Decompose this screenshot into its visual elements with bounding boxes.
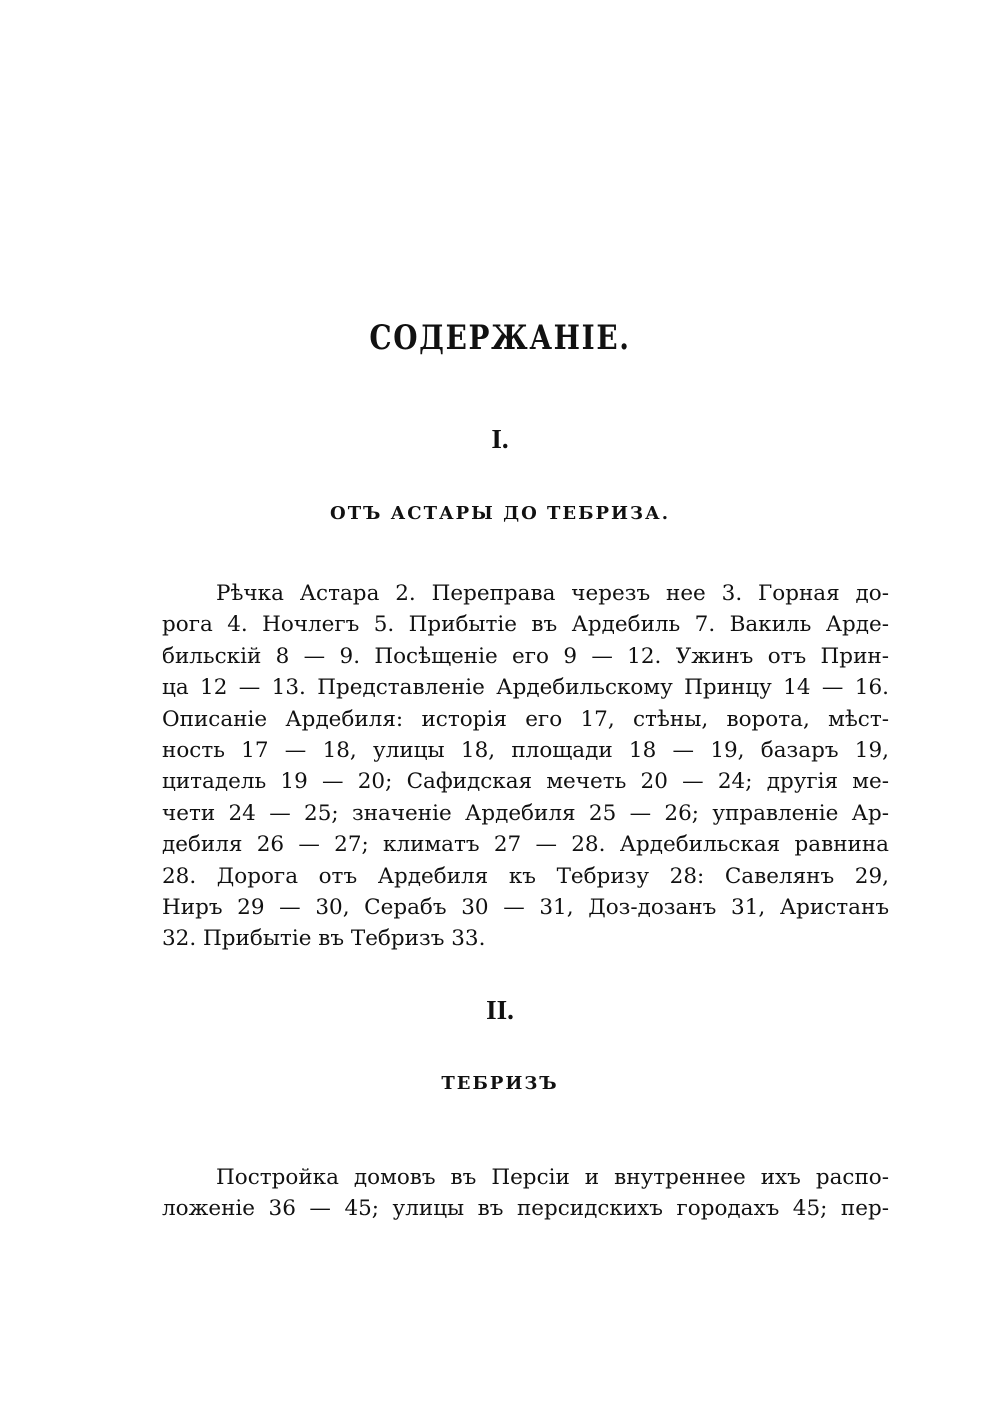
text-line: ца 12 — 13. Представленіе Ардебильскому Принцу 14 — 16. <box>162 675 889 701</box>
text-line: ность 17 — 18, улицы 18, площади 18 — 19, базаръ 19, <box>162 738 889 764</box>
section-2-paragraph <box>162 1162 889 1225</box>
section-2-heading: ТЕБРИЗЪ <box>441 1073 559 1094</box>
text-line: цитадель 19 — 20; Сафидская мечеть 20 — 24; другія ме- <box>162 769 889 795</box>
section-1-heading: ОТЪ АСТАРЫ ДО ТЕБРИЗА. <box>330 503 670 524</box>
text-line: Описаніе Ардебиля: исторія его 17, стѣны, ворота, мѣст- <box>162 706 889 732</box>
page-title: СОДЕРЖАНІЕ. <box>369 318 631 358</box>
text-line: 32. Прибытіе въ Тебризъ 33. <box>162 926 486 952</box>
text-line: ложеніе 36 — 45; улицы въ персидскихъ городахъ 45; пер- <box>162 1196 889 1222</box>
section-1-number: I. <box>491 424 509 454</box>
section-2-number: II. <box>486 995 514 1025</box>
text-line: дебиля 26 — 27; климатъ 27 — 28. Ардебильская равнина <box>162 832 889 858</box>
text-line: Рѣчка Астара 2. Переправа черезъ нее 3. Горная до- <box>216 581 889 606</box>
text-line: 28. Дорога отъ Ардебиля къ Тебризу 28: Савелянъ 29, <box>162 863 889 889</box>
text-line: рога 4. Ночлегъ 5. Прибытіе въ Ардебиль 7. Вакиль Арде- <box>162 612 889 638</box>
section-1-paragraph <box>162 578 889 955</box>
text-line: чети 24 — 25; значеніе Ардебиля 25 — 26; управленіе Ар- <box>162 800 889 826</box>
text-line: Постройка домовъ въ Персіи и внутреннее ихъ распо- <box>216 1165 889 1190</box>
text-line: Ниръ 29 — 30, Серабъ 30 — 31, Доз-дозанъ 31, Аристанъ <box>162 895 889 921</box>
text-line: бильскій 8 — 9. Посѣщеніе его 9 — 12. Ужинъ отъ Прин- <box>162 643 889 669</box>
